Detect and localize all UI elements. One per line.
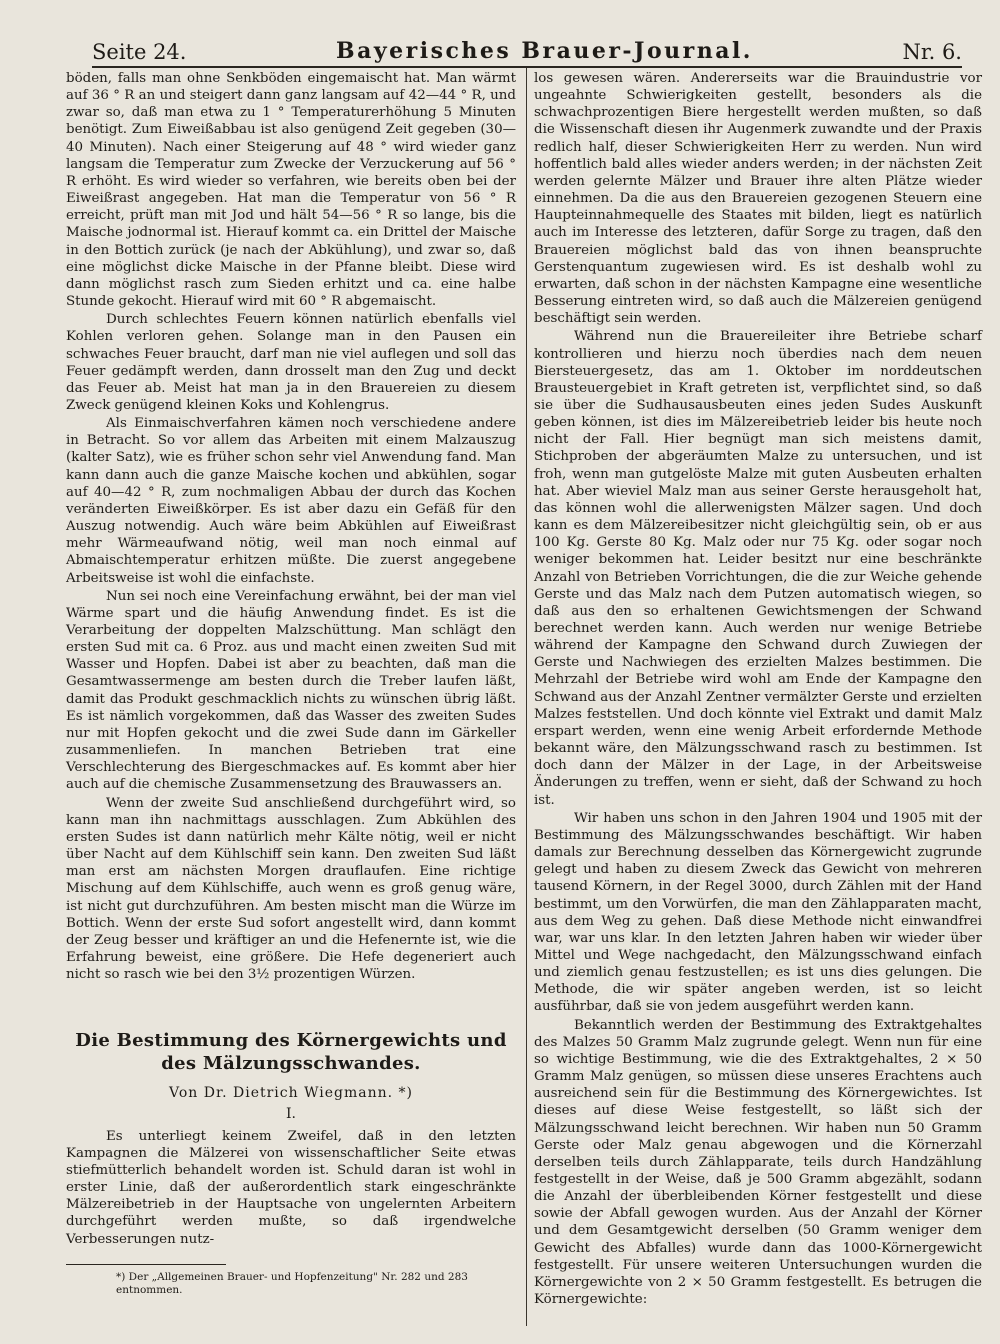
page-header	[92, 30, 962, 68]
right-column	[534, 70, 982, 1308]
left-column	[66, 70, 516, 1297]
left-paragraph-4: Nun sei noch eine Vereinfachung erwähnt, bei der man viel Wärme spart und die häufig Anwendung findet. Es ist die Verarbeitung der doppelten Malzschüttung. Man schlägt den ersten Sud mit ca. 6 Proz. aus und macht einen zweiten Sud mit Wasser und Hopfen. Dabei ist aber zu beachten, daß man die Gesamtwassermenge am besten durch die Treber laufen läßt, damit das Produkt geschmacklich nichts zu wünschen übrig läßt. Es ist nämlich vorgekommen, daß das Wasser des zweiten Sudes nur mit Hopfen gekocht und die zwei Sude dann im Gärkeller zusammenliefen. In manchen Betrieben trat eine Verschlechterung des Biergeschmackes auf. Es kommt aber hier auch auf die chemische Zusammensetzung des Brauwassers an.	[66, 588, 516, 793]
column-divider	[526, 68, 527, 1326]
footnote: *) Der „Allgemeinen Brauer- und Hopfenzeitung" Nr. 282 und 283 entnommen.	[116, 1270, 468, 1296]
article-byline: Von Dr. Dietrich Wiegmann. *)	[169, 1085, 413, 1102]
footnote-rule	[66, 1264, 226, 1265]
left-paragraph-6: Es unterliegt keinem Zweifel, daß in den letzten Kampagnen die Mälzerei von wissenschaftlicher Seite etwas stiefmütterlich behandelt worden ist. Schuld daran ist wohl in erster Linie, daß der außerordentlich stark eingeschränkte Mälzereibetrieb in der Hauptsache von ungelernten Arbeitern durchgeführt werden mußte, so daß irgendwelche Verbesserungen nutz-	[66, 1128, 516, 1247]
right-paragraph-3: Wir haben uns schon in den Jahren 1904 und 1905 mit der Bestimmung des Mälzungsschwandes beschäftigt. Wir haben damals zur Berechnung desselben das Körnergewicht zugrunde gelegt und haben zu diesem Zweck das Gewicht von mehreren tausend Körnern, in der Regel 3000, durch Zählen mit der Hand bestimmt, um den Vorwürfen, die man den Zählapparaten macht, aus dem Weg zu gehen. Daß diese Methode nicht einwandfrei war, war uns klar. In den letzten Jahren haben wir wieder über Mittel und Wege nachgedacht, den Mälzungsschwand einfach und ziemlich genau festzustellen; es ist uns dies gelungen. Die Methode, die wir später angeben werden, ist so leicht ausführbar, daß sie von jedem ausgeführt werden kann.	[534, 810, 982, 1015]
issue-number: Nr. 6.	[902, 40, 962, 64]
journal-title: Bayerisches Brauer-Journal.	[335, 38, 753, 64]
page-number: Seite 24.	[92, 40, 187, 64]
right-paragraph-1: los gewesen wären. Andererseits war die Brauindustrie vor ungeahnte Schwierigkeiten gestellt, besonders als die schwachprozentigen Biere hergestellt werden mußten, so daß die Wissenschaft diesen ihr Augenmerk zuwandte und der Praxis redlich half, dieser Schwierigkeiten Herr zu werden. Nun wird hoffentlich bald alles wieder anders werden; in der nächsten Zeit werden gelernte Mälzer und Brauer ihre alten Plätze wieder einnehmen. Da die aus den Brauereien gezogenen Steuern eine Haupteinnahmequelle des Staates mit bilden, liegt es natürlich auch im Interesse des letzteren, dafür Sorge zu tragen, daß den Brauereien möglichst bald das von ihnen beanspruchte Gerstenquantum zugewiesen wird. Es ist deshalb wohl zu erwarten, daß schon in der nächsten Kampagne eine wesentliche Besserung eintreten wird, so daß auch die Mälzereien genügend beschäftigt sein werden.	[534, 71, 982, 327]
right-paragraph-4: Bekanntlich werden der Bestimmung des Extraktgehaltes des Malzes 50 Gramm Malz zugrunde gelegt. Wenn nun für eine so wichtige Bestimmung, wie die des Extraktgehaltes, 2 × 50 Gramm Malz genügen, so müssen diese unseres Erachtens auch ausreichend sein für die Bestimmung des Körnergewichtes. Ist dieses auf diese Weise festgestellt, so läßt sich der Mälzungsschwand leicht berechnen. Wir haben nun 50 Gramm Gerste oder Malz genau abgewogen und die Körnerzahl derselben teils durch Zählapparate, teils durch Handzählung festgestellt in der Weise, daß je 500 Gramm abgezählt, sodann die Anzahl der überbleibenden Körner festgestellt und diese sowie der Abfall gewogen wurden. Aus der Anzahl der Körner und dem Gesamtgewicht derselben (50 Gramm weniger dem Gewicht des Abfalles) wurde dann das 1000-Körnergewicht festgestellt. Für unsere weiteren Untersuchungen wurden die Körnergewichte von 2 × 50 Gramm festgestellt. Es betrugen die Körnergewichte:	[534, 1017, 982, 1308]
left-paragraph-5: Wenn der zweite Sud anschließend durchgeführt wird, so kann man ihn nachmittags ausschlagen. Zum Abkühlen des ersten Sudes ist dann natürlich mehr Kälte nötig, weil er nicht über Nacht auf dem Kühlschiff sein kann. Den zweiten Sud läßt man erst am nächsten Morgen drauflaufen. Eine richtige Mischung auf dem Kühlschiffe, auch wenn es groß genug wäre, ist nicht gut durchzuführen. Am besten mischt man die Würze im Bottich. Wenn der erste Sud sofort angestellt wird, dann kommt der Zeug besser und kräftiger an und die Hefenernte ist, wie die Erfahrung beweist, eine größere. Die Hefe degeneriert auch nicht so rasch wie bei den 3½ prozentigen Würzen.	[66, 795, 516, 983]
right-paragraph-2: Während nun die Brauereileiter ihre Betriebe scharf kontrollieren und hierzu noch überdies nach dem neuen Biersteuergesetz, das am 1. Oktober im norddeutschen Brausteuergebiet in Kraft getreten ist, verpflichtet sind, so daß sie über die Sudhausausbeuten eines jeden Sudes Auskunft geben können, ist dies im Mälzereibetrieb leider bis heute noch nicht der Fall. Hier begnügt man sich meistens damit, Stichproben der abgeräumten Malze zu untersuchen, und ist froh, wenn man gutgelöste Malze mit guten Ausbeuten erhalten hat. Aber wieviel Malz man aus seiner Gerste herausgeholt hat, das können wohl die allerwenigsten Mälzer sagen. Und doch kann es dem Mälzereibesitzer nicht gleichgültig sein, ob er aus 100 Kg. Gerste 80 Kg. Malz oder nur 75 Kg. oder sogar noch weniger bekommen hat. Leider besitzt nur eine beschränkte Anzahl von Betrieben Vorrichtungen, die die zur Weiche gehende Gerste und das Malz nach dem Putzen automatisch wiegen, so daß aus den so erhaltenen Gewichtsmengen der Schwand berechnet werden kann. Auch werden nur wenige Betriebe während der Kampagne den Schwand durch Zuwiegen der Gerste und Nachwiegen des erzielten Malzes bestimmen. Die Mehrzahl der Betriebe wird wohl am Ende der Kampagne den Schwand aus der Anzahl Zentner vermälzter Gerste und erzielten Malzes feststellen. Und doch könnte viel Extrakt und damit Malz erspart werden, wenn eine wenig Arbeit erfordernde Methode bekannt wäre, den Mälzungsschwand rasch zu bestimmen. Ist doch dann der Mälzer in der Lage, in der Arbeitsweise Änderungen zu treffen, wenn er sieht, daß der Schwand zu hoch ist.	[534, 329, 982, 808]
article-title: Die Bestimmung des Körnergewichts und des Mälzungsschwandes.	[75, 1030, 507, 1075]
section-number: I.	[286, 1106, 296, 1123]
left-paragraph-2: Durch schlechtes Feuern können natürlich ebenfalls viel Kohlen verloren gehen. Solange man in den Pausen ein schwaches Feuer braucht, darf man nie viel auflegen und soll das Feuer gedämpft werden, dann drosselt man den Zug und deckt das Feuer ab. Meist hat man ja in den Brauereien zu diesem Zweck genügend kleinen Koks und Kohlengrus.	[66, 312, 516, 413]
left-paragraph-1: böden, falls man ohne Senkböden eingemaischt hat. Man wärmt auf 36 ° R an und steigert dann ganz langsam auf 42—44 ° R, und zwar so, daß man etwa zu 1 ° Temperaturerhöhung 5 Minuten benötigt. Zum Eiweißabbau ist also genügend Zeit gegeben (30—40 Minuten). Nach einer Steigerung auf 48 ° wird wieder ganz langsam die Temperatur zum Zwecke der Verzuckerung auf 56 ° R erhöht. Es wird wieder so verfahren, wie bereits oben bei der Eiweißrast angegeben. Hat man die Temperatur von 56 ° R erreicht, prüft man mit Jod und hält 54—56 ° R so lange, bis die Maische jodnormal ist. Hierauf kommt ca. ein Drittel der Maische in den Bottich zurück (je nach der Abkühlung), und zwar so, daß eine möglichst dicke Maische in der Pfanne bleibt. Diese wird dann möglichst rasch zum Sieden erhitzt und ca. eine halbe Stunde gekocht. Hierauf wird mit 60 ° R abgemaischt.	[66, 71, 516, 310]
left-paragraph-3: Als Einmaischverfahren kämen noch verschiedene andere in Betracht. So vor allem das Arbeiten mit einem Malzauszug (kalter Satz), wie es früher schon sehr viel Anwendung fand. Man kann dann auch die ganze Maische kochen und abkühlen, sogar auf 40—42 ° R, zum nochmaligen Abbau der durch das Kochen veränderten Eiweißkörper. Es ist aber dazu ein Gefäß für den Auszug notwendig. Auch wäre beim Abkühlen auf Eiweißrast mehr Wärmeaufwand nötig, weil man noch einmal auf Abmaischtemperatur erhitzen müßte. Die zuerst angegebene Arbeitsweise ist wohl die einfachste.	[66, 416, 516, 586]
